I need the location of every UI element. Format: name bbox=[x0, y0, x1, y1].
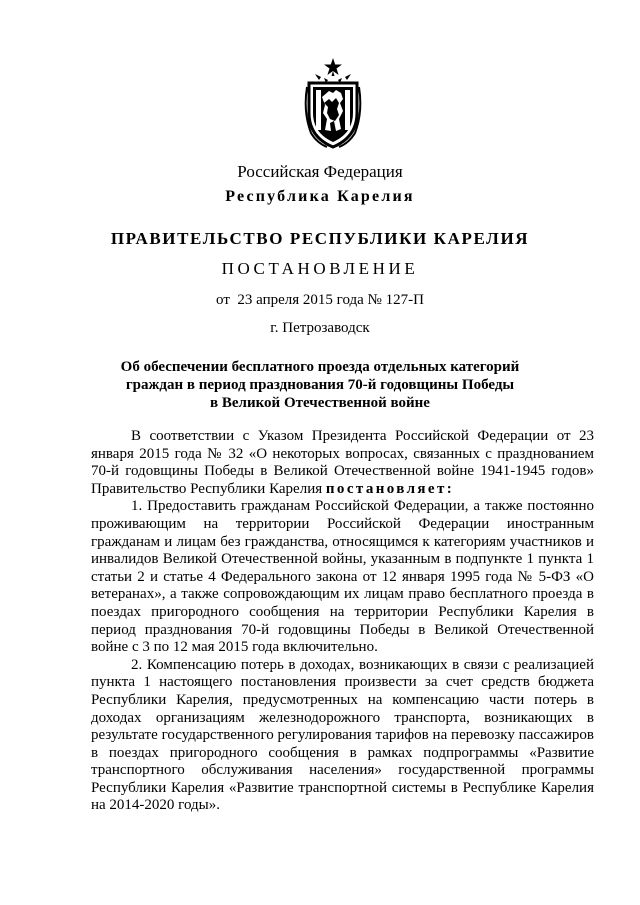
item-paragraph-1: 1. Предоставить гражданам Российской Федерации, а также постоянно проживающим на территории Российской Федерации иностранным гражданам и лицам без гражданства, относящимся к категориям участников и инвалидов Великой Отечественной войны, указанным в подпункте 1 пункта 1 статьи 2 и статье 4 Федерального закона от 12 января 1995 года № 5-ФЗ «О ветеранах», а также сопровождающим их лицам право бесплатного проезда в поездах пригородного сообщения на территории Республики Карелия в период празднования 70-й годовщины Победы в Великой Отечественной войне с 3 по 12 мая 2015 года включительно. bbox=[91, 498, 594, 656]
federation-heading: Российская Федерация bbox=[237, 162, 403, 181]
document-type: ПОСТАНОВЛЕНИЕ bbox=[221, 259, 419, 278]
item-paragraph-2: 2. Компенсацию потерь в доходах, возникающих в связи с реализацией пункта 1 настоящего постановления произвести за счет средств бюджета Республики Карелия, предусмотренных на компенсацию части потерь в доходах организациям железнодорожного транспорта, возникающих в результате государственного регулирования тарифов на перевозку пассажиров в поездах пригородного сообщения в рамках подпрограммы «Развитие транспортного обслуживания населения» государственной программы Республики Карелия «Развитие транспортной системы в Республике Карелия на 2014-2020 годы». bbox=[91, 656, 594, 814]
government-heading: ПРАВИТЕЛЬСТВО РЕСПУБЛИКИ КАРЕЛИЯ bbox=[110, 229, 530, 248]
title-line: в Великой Отечественной войне bbox=[210, 395, 430, 411]
intro-paragraph bbox=[91, 428, 594, 498]
document-date-number: от 23 апреля 2015 года № 127-П bbox=[216, 292, 424, 308]
republic-heading: Республика Карелия bbox=[225, 188, 415, 205]
intro-text: В соответствии с Указом Президента Российской Федерации от 23 января 2015 года № 32 «О некоторых вопросах, связанных с празднованием 70-й годовщины Победы в Великой Отечественной войне 1941-1945 годов» Правительство Республики Карелия bbox=[91, 428, 594, 497]
title-line: Об обеспечении бесплатного проезда отдельных категорий bbox=[120, 359, 520, 375]
document-body bbox=[91, 428, 594, 815]
title-line: граждан в период празднования 70-й годовщины Победы bbox=[125, 377, 515, 393]
document-city: г. Петрозаводск bbox=[270, 320, 370, 336]
karelia-coat-of-arms-emblem bbox=[303, 57, 363, 149]
decree-word: постановляет: bbox=[325, 480, 455, 497]
document-title bbox=[90, 358, 550, 412]
